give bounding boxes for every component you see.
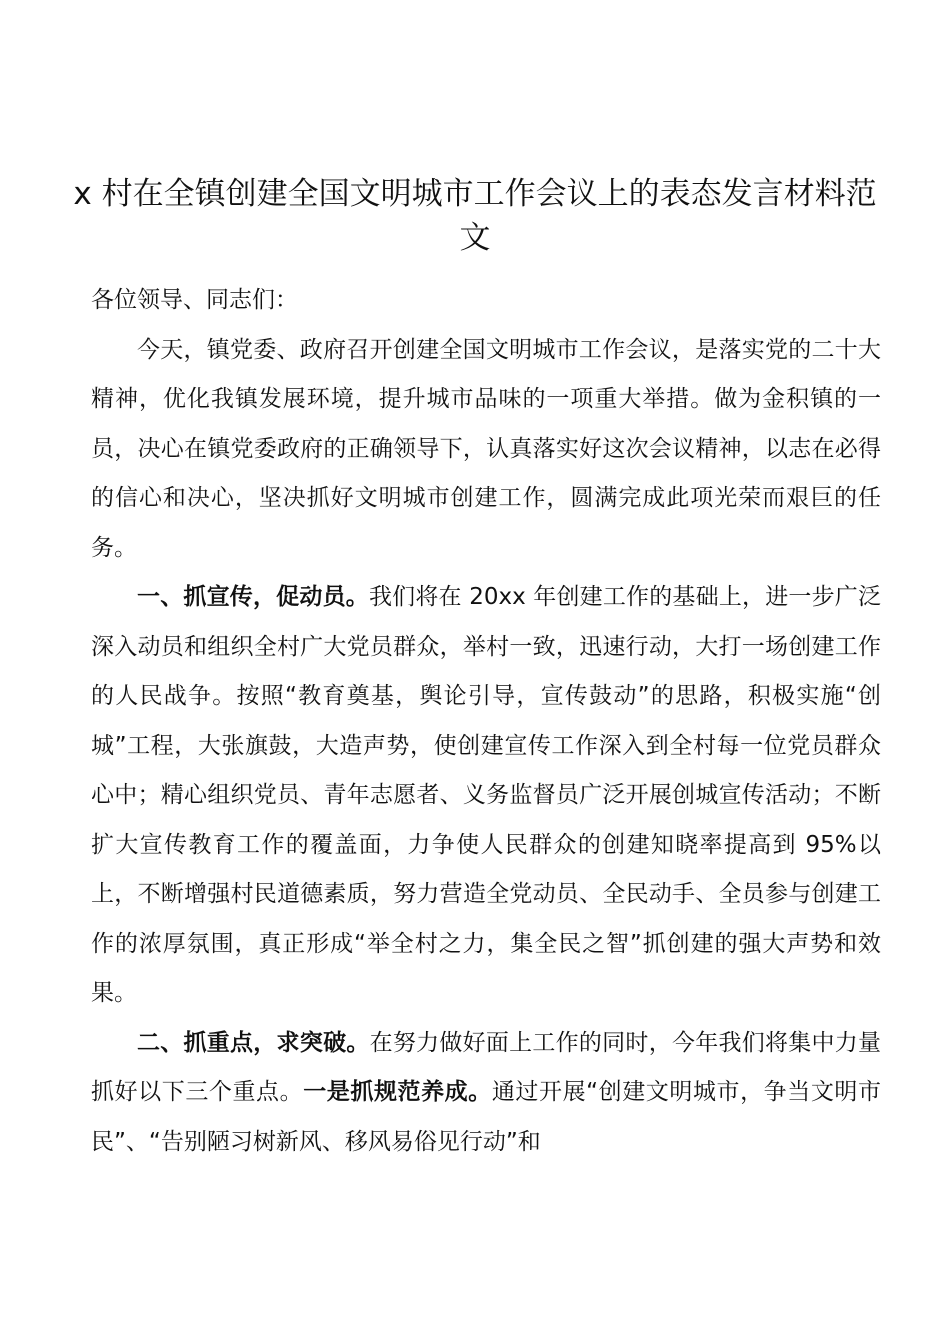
section-2-text-2: 通过开展“创建文明城市，争当文明市民”、“告别陋习树新风、移风易俗见行动”和 bbox=[91, 1079, 881, 1155]
section-1-text: 我们将在 20xx 年创建工作的基础上，进一步广泛深入动员和组织全村广大党员群众，举村一致，迅速行动，大打一场创建工作的人民战争。按照“教育奠基，舆论引导，宣传鼓动”的思路，积极实施“创城”工程，大张旗鼓，大造声势，使创建宣传工作深入到全村每一位党员群众心中；精心组织党员、青年志愿者、义务监督员广泛开展创城宣传活动；不断扩大宣传教育工作的覆盖面，力争使人民群众的创建知晓率提高到 95%以上，不断增强村民道德素质，努力营造全党动员、全民动手、全员参与创建工作的浓厚氛围，真正形成“举全村之力，集全民之智”抓创建的强大声势和效果。 bbox=[91, 584, 881, 1006]
section-2-paragraph bbox=[91, 1019, 881, 1168]
section-2-text-1: 在努力做好面上工作的同时，今年我们将集中力量抓好以下三个重点。 bbox=[91, 1029, 882, 1105]
document-body bbox=[91, 276, 881, 1167]
section-2-heading: 二、抓重点，求突破。 bbox=[137, 1029, 370, 1056]
section-1-heading: 一、抓宣传，促动员。 bbox=[137, 584, 369, 610]
document-title: x 村在全镇创建全国文明城市工作会议上的表态发言材料范文 bbox=[73, 176, 877, 256]
section-2-subheading: 一是抓规范养成。 bbox=[303, 1079, 492, 1105]
intro-paragraph: 今天，镇党委、政府召开创建全国文明城市工作会议，是落实党的二十大精神，优化我镇发展环境，提升城市品味的一项重大举措。做为金积镇的一员，决心在镇党委政府的正确领导下，认真落实好这次会议精神，以志在必得的信心和决心，坚决抓好文明城市创建工作，圆满完成此项光荣而艰巨的任务。 bbox=[91, 336, 881, 561]
section-1-paragraph bbox=[91, 573, 881, 1019]
salutation: 各位领导、同志们： bbox=[91, 287, 298, 313]
